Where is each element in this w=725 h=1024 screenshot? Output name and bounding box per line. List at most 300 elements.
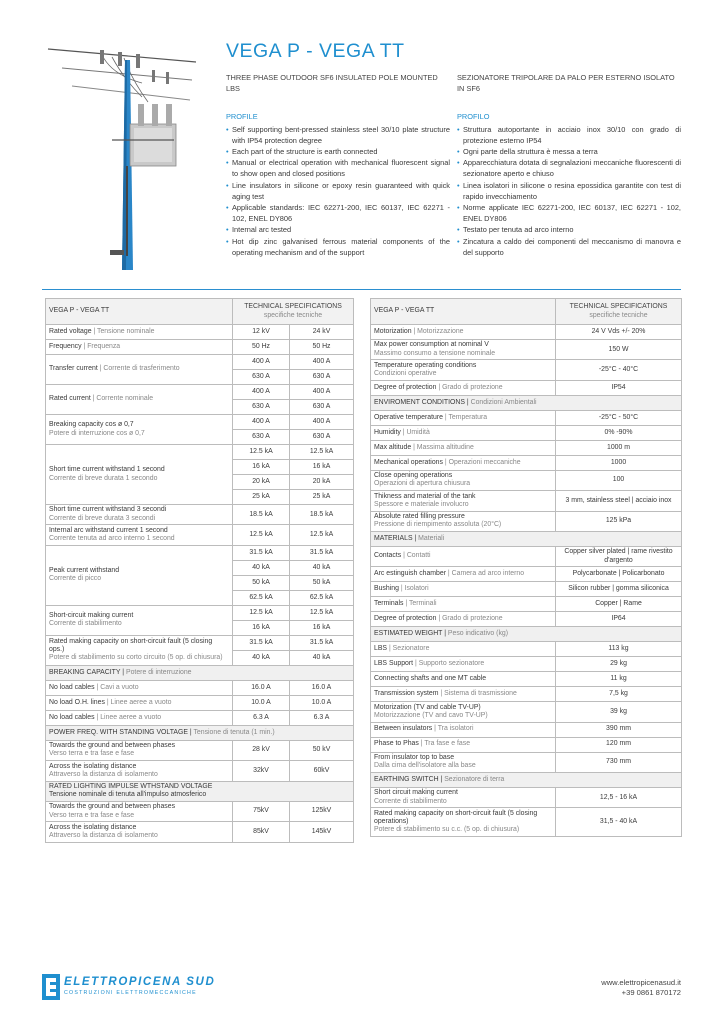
section-row xyxy=(371,627,682,642)
row-label-it: Corrente di breve durata 1 secondo xyxy=(49,474,158,482)
row-label-en: No load cables xyxy=(49,713,95,721)
spec-value: 120 mm xyxy=(556,737,682,752)
row-label-it: Umidità xyxy=(406,428,430,436)
spec-heading-it: specifiche tecniche xyxy=(263,311,323,319)
row-label-en: Across the isolating distance xyxy=(49,823,137,831)
section-title: ENVIROMENT CONDITIONS xyxy=(374,398,465,406)
spec-value: 29 kg xyxy=(556,657,682,672)
label-separator: | xyxy=(401,552,407,560)
table-row xyxy=(46,325,354,340)
row-label xyxy=(46,415,233,445)
row-label-it: Tensione nominale xyxy=(97,327,155,335)
table-header-model: VEGA P - VEGA TT xyxy=(371,299,556,325)
row-label-it: Condizioni operative xyxy=(374,370,437,378)
label-separator: | xyxy=(442,630,448,638)
value-12kv: 400 A xyxy=(233,355,290,370)
table-row xyxy=(46,505,354,525)
value-24kv: 630 A xyxy=(290,370,354,385)
label-separator: | xyxy=(442,413,449,421)
row-label-it: Camera ad arco interno xyxy=(451,570,525,578)
bullet-item: • Internal arc tested xyxy=(226,224,450,235)
table-row xyxy=(371,597,682,612)
spec-heading-it: specifiche tecniche xyxy=(589,311,648,319)
section-title-it: Potere di interruzione xyxy=(125,668,192,676)
section-title-it: Materiali xyxy=(418,534,445,542)
row-label xyxy=(46,822,233,842)
section-row xyxy=(371,395,682,410)
label-separator: | xyxy=(398,585,405,593)
value-12kv: 28 kV xyxy=(233,740,290,760)
row-label-en: Short-circuit making current xyxy=(49,611,134,619)
value-12kv: 50 kA xyxy=(233,575,290,590)
table-row xyxy=(46,635,354,650)
row-label xyxy=(371,325,556,340)
spec-value: 24 V Vds +/- 20% xyxy=(556,325,682,340)
value-24kv: 16 kA xyxy=(290,620,354,635)
table-row xyxy=(371,582,682,597)
row-label-it: Corrente tenuta ad arco interno 1 second xyxy=(49,535,175,543)
row-label-en: Max power consumption at nominal V xyxy=(374,341,489,349)
table-row xyxy=(46,605,354,620)
row-label-en: Short circuit making current xyxy=(374,789,458,797)
row-label-it: Motorizzazione (TV and cavo TV-UP) xyxy=(374,711,488,719)
section-title: MATERIALS xyxy=(374,534,413,542)
row-label-it: Grado di protezione xyxy=(442,615,503,623)
value-24kv: 60kV xyxy=(290,761,354,781)
label-separator: | xyxy=(94,683,101,691)
row-label-en: Peak current withstand xyxy=(49,566,120,574)
table-row xyxy=(371,722,682,737)
label-separator: | xyxy=(412,534,419,542)
table-row xyxy=(371,380,682,395)
table-row xyxy=(46,761,354,781)
value-12kv: 400 A xyxy=(233,385,290,400)
table-row xyxy=(371,491,682,511)
bullet-item: • Each part of the structure is earth connected xyxy=(226,146,450,157)
row-label xyxy=(46,445,233,505)
row-label xyxy=(46,695,233,710)
value-12kv: 630 A xyxy=(233,430,290,445)
row-label-it: Tra isolatori xyxy=(437,725,474,733)
row-label xyxy=(46,761,233,781)
row-label xyxy=(371,360,556,380)
row-label xyxy=(371,808,556,837)
value-12kv: 16 kA xyxy=(233,620,290,635)
value-12kv: 31.5 kA xyxy=(233,545,290,560)
value-24kv: 31.5 kA xyxy=(290,545,354,560)
row-label-it: Supporto sezionatore xyxy=(418,660,485,668)
table-row xyxy=(371,511,682,531)
spec-value: 113 kg xyxy=(556,642,682,657)
section-bar xyxy=(371,531,682,546)
section-row xyxy=(371,531,682,546)
spec-value: 1000 xyxy=(556,455,682,470)
value-24kv: 12.5 kA xyxy=(290,445,354,460)
row-label xyxy=(371,410,556,425)
table-row xyxy=(371,340,682,360)
section-title: EARTHING SWITCH xyxy=(374,775,439,783)
value-12kv: 6.3 A xyxy=(233,710,290,725)
row-label-en: Max altitude xyxy=(374,443,412,451)
row-label-it: Pressione di riempimento assoluta (20°C) xyxy=(374,521,502,529)
table-row xyxy=(46,340,354,355)
bullet-item: • Apparecchiatura dotata di segnalazioni meccaniche fluorescenti di sezionatore aperto e chiuso xyxy=(457,157,681,179)
spec-value: 3 mm, stainless steel | acciaio inox xyxy=(556,491,682,511)
row-label-en: LBS xyxy=(374,645,388,653)
row-label-it: Grado di protezione xyxy=(442,383,503,391)
row-label-en: Internal arc withstand current 1 second xyxy=(49,526,168,534)
table-row xyxy=(46,385,354,400)
row-label-it: Operazioni meccaniche xyxy=(448,458,521,466)
row-label-it: Temperatura xyxy=(448,413,488,421)
row-label-en: Thikness and material of the tank xyxy=(374,492,476,500)
value-24kv: 31.5 kA xyxy=(290,635,354,650)
row-label-it: Massimo consumo a tensione nominale xyxy=(374,349,496,357)
row-label-en: Bushing xyxy=(374,585,399,593)
value-24kv: 12.5 kA xyxy=(290,525,354,545)
row-label xyxy=(371,546,556,566)
company-logo xyxy=(42,974,252,1000)
row-label-en: Contacts xyxy=(374,552,402,560)
label-separator: | xyxy=(90,395,97,403)
bullet-item: • Applicable standards: IEC 62271-200, IEC 60137, IEC 62271 - 102, ENEL DY806 xyxy=(226,202,450,224)
row-label-en: Transfer current xyxy=(49,365,98,373)
label-separator: | xyxy=(94,713,101,721)
spec-table-right xyxy=(370,298,682,837)
row-label-en: Operative temperature xyxy=(374,413,443,421)
row-label-it: Sistema di trasmissione xyxy=(444,690,517,698)
row-label-en: Rated voltage xyxy=(49,327,92,335)
brand-tagline: COSTRUZIONI ELETTROMECCANICHE xyxy=(64,990,197,996)
row-label xyxy=(371,788,556,808)
section-heading-it: PROFILO xyxy=(457,112,490,122)
bullet-item: • Testato per tenuta ad arco interno xyxy=(457,224,681,235)
value-12kv: 12 kV xyxy=(233,325,290,340)
row-label-en: Across the isolating distance xyxy=(49,762,137,770)
row-label xyxy=(46,801,233,821)
row-label-it: Cavi a vuoto xyxy=(100,683,139,691)
section-title: BREAKING CAPACITY xyxy=(49,668,121,676)
row-label-en: Humidity xyxy=(374,428,401,436)
section-title-it: Condizioni Ambientali xyxy=(470,398,537,406)
row-label-it: Verso terra e tra fase e fase xyxy=(49,750,135,758)
table-row xyxy=(46,415,354,430)
table-row xyxy=(371,567,682,582)
section-title-it: Peso indicativo (kg) xyxy=(447,630,509,638)
row-label-it: Dalla cima dell'isolatore alla base xyxy=(374,762,476,770)
table-row xyxy=(46,525,354,545)
spec-value: -25°C - 50°C xyxy=(556,410,682,425)
table-row xyxy=(371,672,682,687)
section-bar xyxy=(46,725,354,740)
row-label-en: Motorization xyxy=(374,327,412,335)
row-label-it: Terminali xyxy=(408,600,437,608)
row-label-it: Massima altitudine xyxy=(416,443,474,451)
value-24kv: 12.5 kA xyxy=(290,605,354,620)
row-label-en: LBS Support xyxy=(374,660,414,668)
row-label-it: Corrente di stabilimento xyxy=(374,797,447,805)
row-label xyxy=(371,672,556,687)
bullet-item: • Ogni parte della struttura è messa a terra xyxy=(457,146,681,157)
row-label xyxy=(46,605,233,635)
row-label xyxy=(371,425,556,440)
label-separator: | xyxy=(411,327,418,335)
row-label-en: Mechanical operations xyxy=(374,458,443,466)
section-bar xyxy=(46,781,354,801)
label-separator: | xyxy=(432,725,438,733)
row-label-en: Terminals xyxy=(374,600,404,608)
row-label-it: Corrente nominale xyxy=(96,395,154,403)
row-label-en: Degree of protection xyxy=(374,383,437,391)
section-row xyxy=(371,773,682,788)
row-label-en: No load cables xyxy=(49,683,95,691)
row-label-en: Transmission system xyxy=(374,690,439,698)
table-row xyxy=(46,545,354,560)
table-row xyxy=(371,702,682,722)
table-row xyxy=(371,752,682,772)
section-title: RATED LIGHTING IMPULSE WTHSTAND VOLTAGE xyxy=(49,782,213,790)
spec-value: 730 mm xyxy=(556,752,682,772)
value-12kv: 630 A xyxy=(233,400,290,415)
row-label xyxy=(371,470,556,490)
row-label xyxy=(371,722,556,737)
row-label-it: Verso terra e tra fase e fase xyxy=(49,811,135,819)
table-row xyxy=(371,737,682,752)
row-label xyxy=(371,380,556,395)
label-separator: | xyxy=(411,443,417,451)
value-24kv: 16 kA xyxy=(290,460,354,475)
row-label xyxy=(46,340,233,355)
spec-value: Copper silver plated | rame rivestito d'argento xyxy=(556,546,682,566)
table-row xyxy=(46,695,354,710)
row-label-en: Rated making capacity on short-circuit fault (5 closing ops.) xyxy=(49,637,213,654)
section-bar xyxy=(371,627,682,642)
row-label-it: Motorizzazione xyxy=(417,327,464,335)
spec-value: 390 mm xyxy=(556,722,682,737)
value-12kv: 20 kA xyxy=(233,475,290,490)
row-label xyxy=(371,440,556,455)
row-label-it: Spessore e materiale involucro xyxy=(374,500,469,508)
table-row xyxy=(371,808,682,837)
bullet-list-it xyxy=(457,124,681,258)
spec-value: 31,5 - 40 kA xyxy=(556,808,682,837)
row-label-it: Potere di interruzione cos ø 0,7 xyxy=(49,429,145,437)
row-label-it: Potere di stabilimento su c.c. (5 op. di chiusura) xyxy=(374,826,520,834)
spec-table-left xyxy=(45,298,354,843)
value-24kv: 50 kA xyxy=(290,575,354,590)
profile-it xyxy=(457,72,681,258)
table-row xyxy=(371,325,682,340)
page-title: VEGA P - VEGA TT xyxy=(226,40,405,62)
row-label-it: Sezionatore xyxy=(392,645,430,653)
row-label-en: Between insulators xyxy=(374,725,433,733)
value-24kv: 62.5 kA xyxy=(290,590,354,605)
spec-value: 0% -90% xyxy=(556,425,682,440)
spec-value: 150 W xyxy=(556,340,682,360)
profile-en xyxy=(226,72,450,258)
contact-info xyxy=(601,978,681,997)
value-24kv: 400 A xyxy=(290,355,354,370)
value-24kv: 400 A xyxy=(290,415,354,430)
value-12kv: 12.5 kA xyxy=(233,525,290,545)
table-row xyxy=(371,642,682,657)
spec-value: 1000 m xyxy=(556,440,682,455)
value-12kv: 16 kA xyxy=(233,460,290,475)
row-label xyxy=(371,737,556,752)
label-separator: | xyxy=(438,690,445,698)
product-photo xyxy=(42,40,202,270)
spec-value: Silicon rubber | gomma siliconica xyxy=(556,582,682,597)
value-24kv: 630 A xyxy=(290,400,354,415)
spec-value: 100 xyxy=(556,470,682,490)
spec-value: IP64 xyxy=(556,612,682,627)
row-label xyxy=(371,340,556,360)
table-row xyxy=(371,455,682,470)
bullet-item: • Linea isolatori in silicone o resina epossidica garantite con test di rapido invecchiamento xyxy=(457,180,681,202)
row-label-en: Towards the ground and between phases xyxy=(49,803,176,811)
row-label-it: Linee aeree a vuoto xyxy=(100,713,162,721)
table-row xyxy=(46,355,354,370)
row-label-it: Potere di stabilimento su corto circuito (5 op. di chiusura) xyxy=(49,654,223,662)
row-label-en: Phase to Phas xyxy=(374,740,419,748)
row-label-it: Corrente di breve durata 3 secondi xyxy=(49,514,156,522)
logo-mark-icon xyxy=(42,974,60,1000)
label-separator: | xyxy=(438,775,445,783)
value-12kv: 16.0 A xyxy=(233,680,290,695)
row-label-en: Degree of protection xyxy=(374,615,437,623)
section-title-it: Tensione di tenuta (1 min.) xyxy=(193,728,275,736)
subtitle-en: THREE PHASE OUTDOOR SF6 INSULATED POLE MOUNTED LBS xyxy=(226,73,438,94)
row-label xyxy=(371,455,556,470)
row-label-it: Frequenza xyxy=(87,342,121,350)
value-12kv: 630 A xyxy=(233,370,290,385)
row-label xyxy=(46,545,233,605)
row-label-en: Close opening operations xyxy=(374,472,453,480)
bullet-item: • Self supporting bent-pressed stainless steel 30/10 plate structure with IP54 protection degree xyxy=(226,124,450,146)
table-row xyxy=(46,740,354,760)
value-24kv: 630 A xyxy=(290,430,354,445)
row-label xyxy=(371,657,556,672)
table-row xyxy=(371,470,682,490)
section-bar xyxy=(371,395,682,410)
value-24kv: 24 kV xyxy=(290,325,354,340)
section-title: POWER FREQ. WITH STANDING VOLTAGE xyxy=(49,728,188,736)
value-24kv: 20 kA xyxy=(290,475,354,490)
row-label-en: From insulator top to base xyxy=(374,754,455,762)
table-row xyxy=(371,410,682,425)
row-label xyxy=(46,525,233,545)
row-label xyxy=(371,567,556,582)
label-separator: | xyxy=(446,570,452,578)
row-label xyxy=(371,687,556,702)
bullet-item: • Manual or electrical operation with mechanical fluorescent signal to show open and closed positions xyxy=(226,157,450,179)
row-label-en: Towards the ground and between phases xyxy=(49,742,176,750)
value-24kv: 400 A xyxy=(290,385,354,400)
row-label-en: Short time current withstand 3 secondi xyxy=(49,506,167,514)
row-label xyxy=(371,511,556,531)
table-row xyxy=(371,546,682,566)
value-12kv: 40 kA xyxy=(233,650,290,665)
row-label xyxy=(371,597,556,612)
label-separator: | xyxy=(97,365,104,373)
spec-value: -25°C - 40°C xyxy=(556,360,682,380)
spec-value: 125 kPa xyxy=(556,511,682,531)
label-separator: | xyxy=(104,698,111,706)
row-label-it: Isolatori xyxy=(404,585,429,593)
row-label-en: Breaking capacity cos ø 0,7 xyxy=(49,421,134,429)
value-12kv: 40 kA xyxy=(233,560,290,575)
bullet-item: • Norme applicate IEC 62271-200, IEC 60137, IEC 62271 - 102, ENEL DY806 xyxy=(457,202,681,224)
table-row xyxy=(371,788,682,808)
label-separator: | xyxy=(81,342,88,350)
bullet-list-en xyxy=(226,124,450,258)
value-12kv: 62.5 kA xyxy=(233,590,290,605)
row-label xyxy=(371,582,556,597)
value-24kv: 40 kA xyxy=(290,560,354,575)
value-24kv: 40 kA xyxy=(290,650,354,665)
brand-name: ELETTROPICENA SUD xyxy=(64,976,216,988)
row-label-it: Attraverso la distanza di isolamento xyxy=(49,770,158,778)
subtitle-it: SEZIONATORE TRIPOLARE DA PALO PER ESTERNO ISOLATO IN SF6 xyxy=(457,73,675,94)
value-12kv: 12.5 kA xyxy=(233,445,290,460)
value-12kv: 18.5 kA xyxy=(233,505,290,525)
label-separator: | xyxy=(418,740,425,748)
row-label-it: Corrente di trasferimento xyxy=(103,365,180,373)
table-row xyxy=(46,801,354,821)
label-separator: | xyxy=(120,668,126,676)
table-row xyxy=(371,612,682,627)
value-24kv: 50 Hz xyxy=(290,340,354,355)
website-link[interactable]: www.elettropicenasud.it xyxy=(601,978,681,987)
value-12kv: 400 A xyxy=(233,415,290,430)
section-row xyxy=(46,725,354,740)
table-header-spec xyxy=(233,299,354,325)
bullet-item: • Struttura autoportante in acciaio inox 30/10 con grado di protezione esterno IP54 xyxy=(457,124,681,146)
value-24kv: 16.0 A xyxy=(290,680,354,695)
row-label-it: Tra fase e fase xyxy=(424,740,471,748)
value-24kv: 10.0 A xyxy=(290,695,354,710)
row-label xyxy=(46,355,233,385)
row-label xyxy=(46,635,233,665)
table-row xyxy=(46,680,354,695)
label-separator: | xyxy=(436,383,443,391)
row-label xyxy=(46,740,233,760)
table-row xyxy=(371,360,682,380)
table-header-spec xyxy=(556,299,682,325)
section-bar xyxy=(46,665,354,680)
label-separator: | xyxy=(187,728,194,736)
row-label xyxy=(371,491,556,511)
section-bar xyxy=(371,773,682,788)
table-header-model: VEGA P - VEGA TT xyxy=(46,299,233,325)
spec-heading: TECHNICAL SPECIFICATIONS xyxy=(569,303,668,311)
row-label xyxy=(371,612,556,627)
spec-value: 39 kg xyxy=(556,702,682,722)
value-24kv: 50 kV xyxy=(290,740,354,760)
row-label-en: Connecting shafts and one MT cable xyxy=(374,675,487,683)
section-title: ESTIMATED WEIGHT xyxy=(374,630,443,638)
label-separator: | xyxy=(413,660,419,668)
bullet-item: • Hot dip zinc galvanised ferrous material components of the operating mechanism and of the support xyxy=(226,236,450,258)
row-label-it: Linee aeree a vuoto xyxy=(110,698,172,706)
value-12kv: 25 kA xyxy=(233,490,290,505)
value-12kv: 31.5 kA xyxy=(233,635,290,650)
row-label xyxy=(46,385,233,415)
row-label xyxy=(371,642,556,657)
value-12kv: 75kV xyxy=(233,801,290,821)
label-separator: | xyxy=(400,428,407,436)
value-24kv: 6.3 A xyxy=(290,710,354,725)
